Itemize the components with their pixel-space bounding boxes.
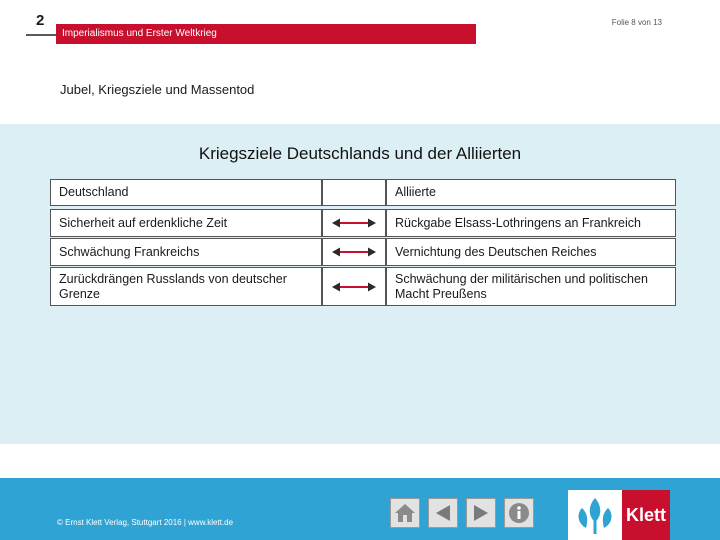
- table-header-row: [50, 179, 676, 206]
- info-button[interactable]: [504, 498, 534, 528]
- forward-button[interactable]: [466, 498, 496, 528]
- table-row: [50, 209, 676, 237]
- goal-deutschland: Sicherheit auf erdenkliche Zeit: [50, 209, 322, 237]
- goal-alliierte: Vernichtung des Deutschen Reiches: [386, 238, 676, 266]
- goal-deutschland: Zurückdrängen Russlands von deutscher Grenze: [50, 267, 322, 306]
- home-button[interactable]: [390, 498, 420, 528]
- slide-counter: Folie 8 von 13: [611, 18, 662, 27]
- goal-alliierte: Schwächung der militärischen und politischen Macht Preußens: [386, 267, 676, 306]
- klett-emblem-icon: [568, 490, 622, 540]
- info-icon: [508, 502, 530, 524]
- copyright: © Ernst Klett Verlag, Stuttgart 2016 | www.klett.de: [57, 518, 234, 527]
- klett-logo: [568, 490, 670, 540]
- page-title: Jubel, Kriegsziele und Massentod: [60, 82, 255, 97]
- chapter-banner: Imperialismus und Erster Weltkrieg: [56, 24, 476, 44]
- table-row: [50, 267, 676, 306]
- forward-icon: [471, 503, 491, 523]
- goal-alliierte: Rückgabe Elsass-Lothringens an Frankreich: [386, 209, 676, 237]
- content-area: [0, 124, 720, 444]
- column-header-spacer: [322, 179, 386, 206]
- double-arrow-icon: [322, 267, 386, 306]
- back-button[interactable]: [428, 498, 458, 528]
- home-icon: [394, 503, 416, 523]
- back-icon: [433, 503, 453, 523]
- column-header-alliierte: Alliierte: [386, 179, 676, 206]
- table-title: Kriegsziele Deutschlands und der Alliierten: [198, 144, 522, 163]
- footer: [0, 478, 720, 540]
- goal-deutschland: Schwächung Frankreichs: [50, 238, 322, 266]
- double-arrow-icon: [322, 209, 386, 237]
- slide-number: 2: [36, 12, 45, 29]
- klett-logo-text: Klett: [622, 490, 670, 540]
- double-arrow-icon: [322, 238, 386, 266]
- column-header-deutschland: Deutschland: [50, 179, 322, 206]
- table-row: [50, 238, 676, 266]
